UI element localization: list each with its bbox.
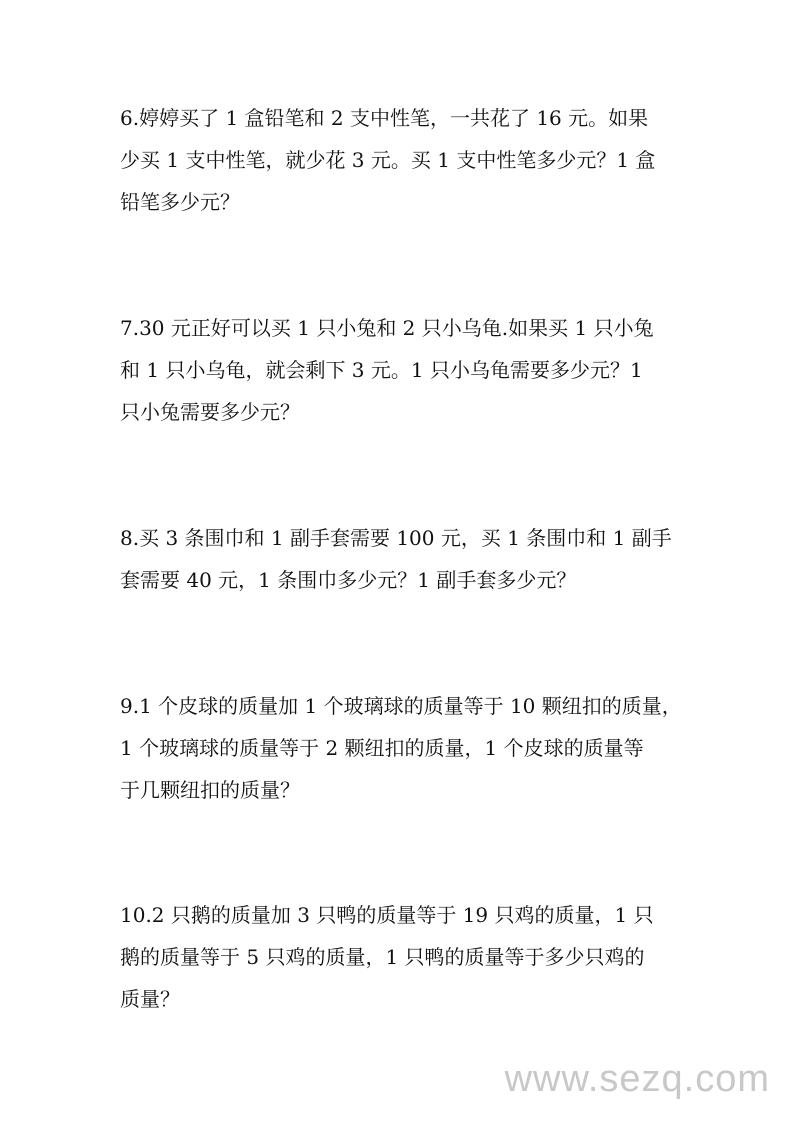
watermark: www.sezq.com: [504, 1058, 770, 1100]
question-8: [120, 517, 700, 601]
question-line: 和 1 只小乌龟，就会剩下 3 元。1 只小乌龟需要多少元？1: [120, 358, 643, 382]
question-line: 9.1 个皮球的质量加 1 个玻璃球的质量等于 10 颗纽扣的质量，: [120, 694, 682, 718]
question-line: 铅笔多少元？: [120, 190, 240, 214]
question-line: 8.买 3 条围巾和 1 副手套需要 100 元，买 1 条围巾和 1 副手: [120, 526, 672, 550]
question-10: [120, 894, 700, 1020]
question-line: 鹅的质量等于 5 只鸡的质量，1 只鸭的质量等于多少只鸡的: [120, 945, 645, 969]
question-line: 只小兔需要多少元？: [120, 400, 300, 424]
question-line: 10.2 只鹅的质量加 3 只鸭的质量等于 19 只鸡的质量，1 只: [120, 903, 654, 927]
question-6: [120, 97, 700, 223]
question-line: 6.婷婷买了 1 盒铅笔和 2 支中性笔，一共花了 16 元。如果: [120, 106, 649, 130]
question-line: 于几颗纽扣的质量？: [120, 778, 300, 802]
question-7: [120, 307, 700, 433]
question-line: 套需要 40 元，1 条围巾多少元？1 副手套多少元？: [120, 568, 577, 592]
question-line: 质量？: [120, 987, 180, 1011]
question-line: 7.30 元正好可以买 1 只小兔和 2 只小乌龟.如果买 1 只小兔: [120, 316, 654, 340]
question-line: 少买 1 支中性笔，就少花 3 元。买 1 支中性笔多少元？1 盒: [120, 148, 656, 172]
question-line: 1 个玻璃球的质量等于 2 颗纽扣的质量，1 个皮球的质量等: [120, 736, 644, 760]
question-9: [120, 685, 700, 811]
